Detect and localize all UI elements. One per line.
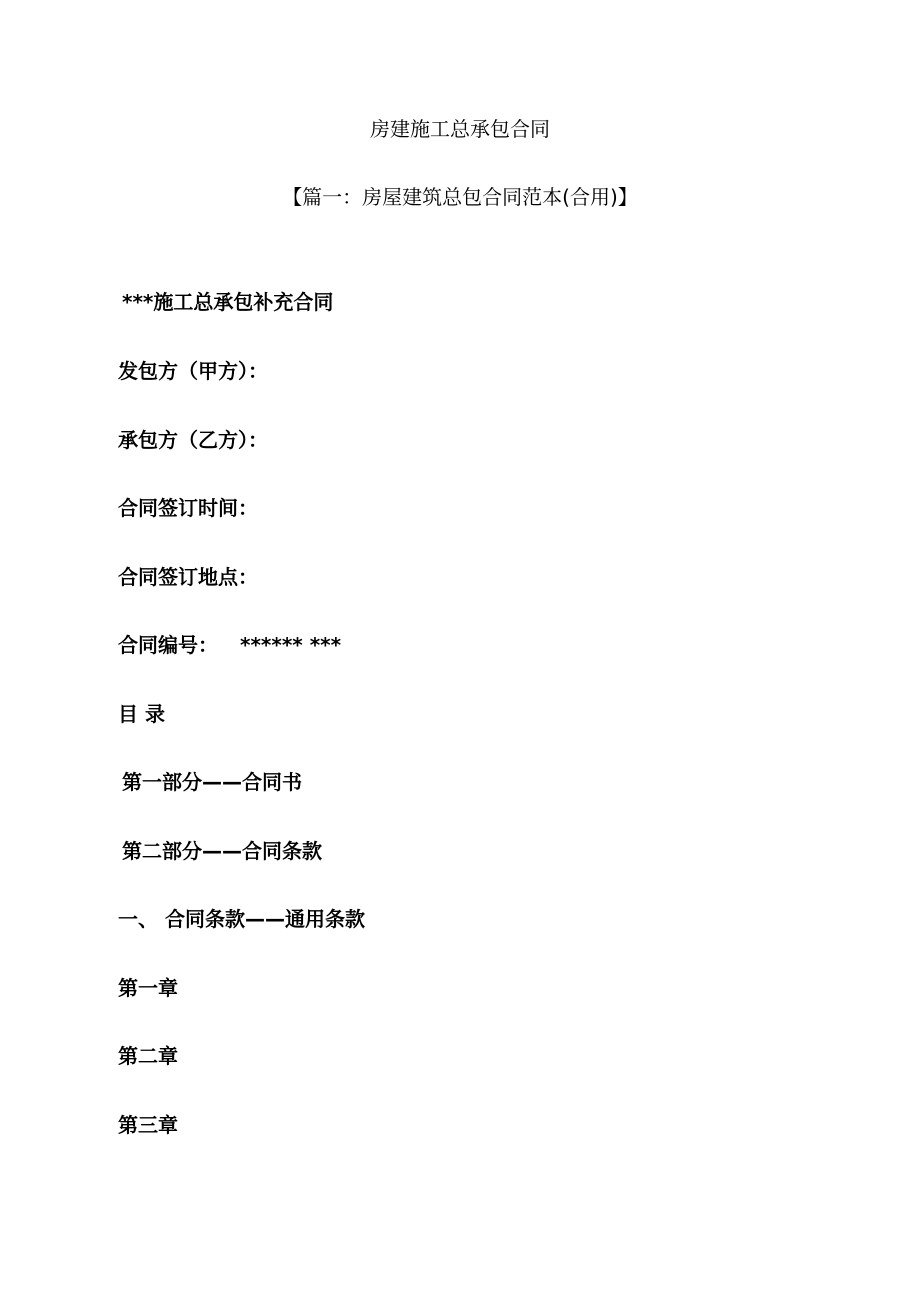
contract-number-label: 合同编号： <box>118 633 218 657</box>
chapter-2: 第二章 <box>118 1044 178 1068</box>
toc-part-2: 第二部分——合同条款 <box>122 839 322 863</box>
employer-label: 发包方（甲方）： <box>118 359 268 383</box>
document-subtitle: 【篇一：房屋建筑总包合同范本(合用)】 <box>282 185 638 209</box>
signing-time-label: 合同签订时间： <box>118 496 258 520</box>
signing-place-label: 合同签订地点： <box>118 565 258 589</box>
contract-number-value: ****** *** <box>240 633 342 657</box>
contract-heading: ***施工总承包补充合同 <box>122 290 334 314</box>
toc-part-1: 第一部分——合同书 <box>122 770 302 794</box>
chapter-3: 第三章 <box>118 1113 178 1137</box>
chapter-1: 第一章 <box>118 976 178 1000</box>
contract-number-line <box>118 635 341 655</box>
contractor-label: 承包方（乙方）： <box>118 428 268 452</box>
document-title: 房建施工总承包合同 <box>370 117 550 141</box>
section-1-heading: 一、 合同条款——通用条款 <box>118 907 365 931</box>
toc-title: 目 录 <box>118 702 165 726</box>
